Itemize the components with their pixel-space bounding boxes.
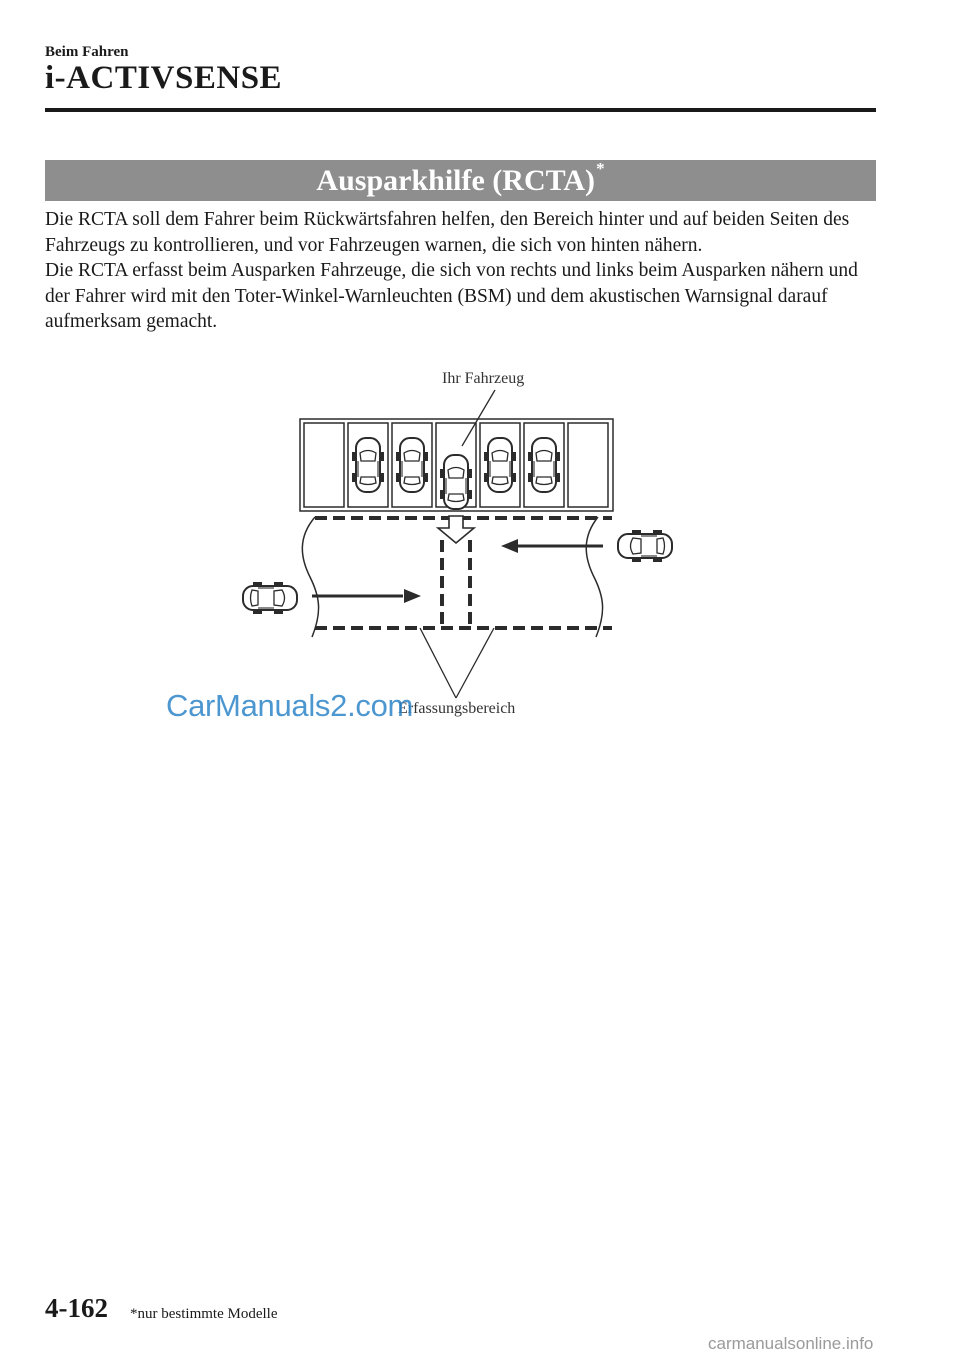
arrow-head-left-icon [501, 539, 518, 553]
footnote-marker: * [596, 158, 605, 178]
parking-bay [304, 423, 344, 507]
parking-bay [568, 423, 608, 507]
road-edge-left [302, 517, 318, 637]
paragraph-2: Die RCTA erfasst beim Ausparken Fahrzeuge, die sich von rechts und links beim Ausparken nähern und der Fahrer wird mit den Toter-Winkel-Warnleuchten (BSM) und dem akustischen Warnsignal darauf aufmerksam gemacht. [45, 260, 858, 333]
chapter-title: i-ACTIVSENSE [45, 60, 283, 96]
section-heading-bar [45, 160, 876, 201]
site-watermark: carmanualsonline.info [708, 1334, 874, 1353]
leader-line-range-right [456, 628, 494, 698]
paragraph-1: Die RCTA soll dem Fahrer beim Rückwärtsfahren helfen, den Bereich hinter und auf beiden Seiten des Fahrzeugs zu kontrollieren, und vor Fahrzeugen warnen, die sich von hinten nähern. [45, 209, 850, 256]
rcta-figure [230, 362, 700, 722]
parked-car [352, 438, 384, 492]
parked-car [528, 438, 560, 492]
approaching-car-right [618, 530, 672, 562]
own-vehicle [440, 455, 472, 509]
approaching-car-left [243, 582, 297, 614]
leader-line-range-left [420, 628, 456, 698]
road-edge-right [586, 517, 602, 637]
body-text [45, 207, 885, 335]
section-heading: Ausparkhilfe (RCTA) [316, 163, 596, 197]
label-detection-range: Erfassungsbereich [398, 700, 516, 717]
rcta-diagram [230, 362, 700, 722]
section-label: Beim Fahren [45, 44, 129, 60]
header-rule [45, 108, 876, 112]
parked-car [396, 438, 428, 492]
reverse-arrow-icon [438, 516, 474, 543]
watermark-logo: CarManuals2.com [166, 688, 414, 723]
page-number: 4-162 [45, 1293, 108, 1323]
arrow-head-right-icon [404, 589, 421, 603]
parked-car [484, 438, 516, 492]
label-your-vehicle: Ihr Fahrzeug [442, 370, 525, 387]
footnote: *nur bestimmte Modelle [130, 1306, 278, 1322]
